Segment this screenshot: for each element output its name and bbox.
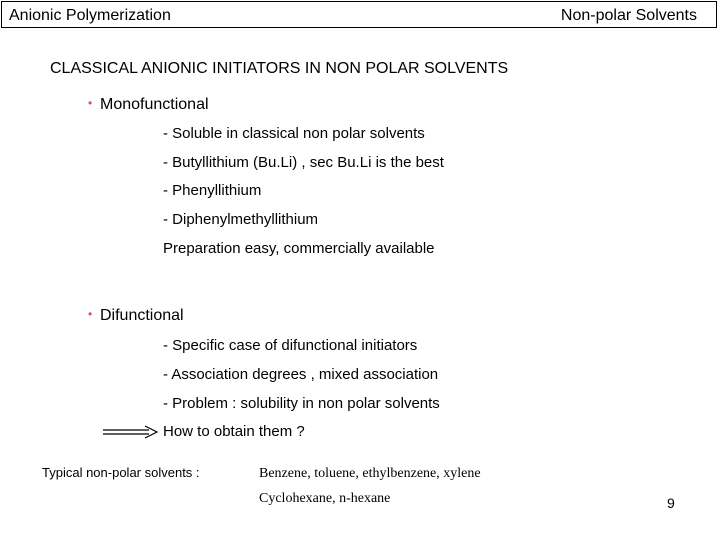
slide-title: CLASSICAL ANIONIC INITIATORS IN NON POLAR SOLVENTS — [50, 60, 509, 77]
sub-item: - Specific case of difunctional initiators — [163, 337, 418, 354]
bullet-dot-icon: • — [88, 96, 93, 110]
solvents-line-1: Benzene, toluene, ethylbenzene, xylene — [259, 466, 481, 481]
header-left-title: Anionic Polymerization — [9, 7, 171, 24]
sub-item: - Problem : solubility in non polar solvents — [163, 395, 440, 412]
sub-item: - Butyllithium (Bu.Li) , sec Bu.Li is the best — [163, 154, 444, 171]
header-right-title: Non-polar Solvents — [560, 7, 697, 24]
question-line: How to obtain them ? — [163, 423, 305, 440]
sub-item: - Phenyllithium — [163, 182, 262, 199]
header-bar — [1, 1, 717, 28]
sub-item: - Soluble in classical non polar solvents — [163, 125, 425, 142]
page-number: 9 — [667, 495, 675, 511]
sub-item: - Diphenylmethyllithium — [163, 211, 319, 228]
bullet-difunctional — [88, 307, 184, 325]
sub-item: Preparation easy, commercially available — [163, 240, 435, 257]
footer-label: Typical non-polar solvents : — [42, 465, 200, 480]
bullet-monofunctional — [88, 96, 209, 114]
solvents-line-2: Cyclohexane, n-hexane — [259, 491, 391, 506]
bullet-dot-icon: • — [88, 307, 93, 321]
bullet-label: Difunctional — [100, 307, 184, 324]
sub-item: - Association degrees , mixed association — [163, 366, 439, 383]
bullet-label: Monofunctional — [100, 96, 209, 113]
double-arrow-right-icon — [103, 425, 159, 439]
